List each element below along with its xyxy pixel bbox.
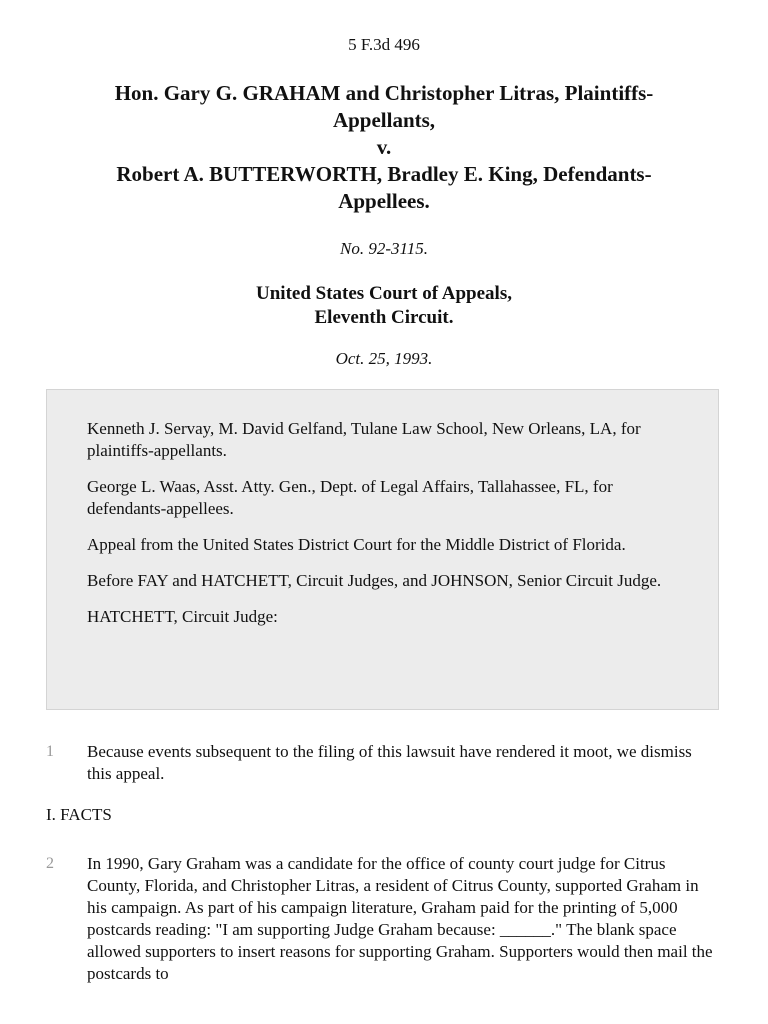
paragraph-text: Because events subsequent to the filing of this lawsuit have rendered it moot, we dismiss this appeal.	[87, 742, 692, 783]
case-title-line-5: Appellees.	[338, 189, 430, 213]
opinion-author: HATCHETT, Circuit Judge:	[87, 607, 278, 626]
decision-date: Oct. 25, 1993.	[335, 349, 433, 368]
case-title	[40, 80, 728, 215]
case-title-line-2: Appellants,	[332, 108, 436, 132]
case-title-versus: v.	[376, 135, 392, 159]
court-name-line-1: United States Court of Appeals,	[256, 283, 512, 304]
paragraph-text: In 1990, Gary Graham was a candidate for the office of county court judge for Citrus County, Florida, and Christopher Litras, a resident of Citrus County, supported Graham in his campaign. As part of his campaign literature, Graham paid for the printing of 5,000 postcards reading: "I am supporting Judge Graham because: ______." The blank space allowed supporters to insert reasons for supporting Graham. Supporters would then mail the postcards to	[87, 854, 713, 983]
case-title-line-4: Robert A. BUTTERWORTH, Bradley E. King, Defendants-	[116, 162, 652, 186]
headnote-box	[46, 389, 719, 710]
appeal-from: Appeal from the United States District Court for the Middle District of Florida.	[87, 535, 626, 554]
section-heading: I. FACTS	[46, 805, 112, 824]
docket-number: No. 92-3115.	[340, 239, 428, 258]
case-title-line-1: Hon. Gary G. GRAHAM and Christopher Litras, Plaintiffs-	[114, 81, 654, 105]
counsel-plaintiffs: Kenneth J. Servay, M. David Gelfand, Tulane Law School, New Orleans, LA, for plaintiffs-appellants.	[87, 419, 641, 460]
court-name	[0, 282, 768, 330]
counsel-defendants: George L. Waas, Asst. Atty. Gen., Dept. of Legal Affairs, Tallahassee, FL, for defendants-appellees.	[87, 477, 613, 518]
paragraph-number: 1	[46, 743, 54, 760]
panel-judges: Before FAY and HATCHETT, Circuit Judges, and JOHNSON, Senior Circuit Judge.	[87, 571, 662, 590]
citation: 5 F.3d 496	[348, 35, 420, 54]
court-name-line-2: Eleventh Circuit.	[314, 307, 454, 328]
paragraph-number: 2	[46, 855, 54, 872]
